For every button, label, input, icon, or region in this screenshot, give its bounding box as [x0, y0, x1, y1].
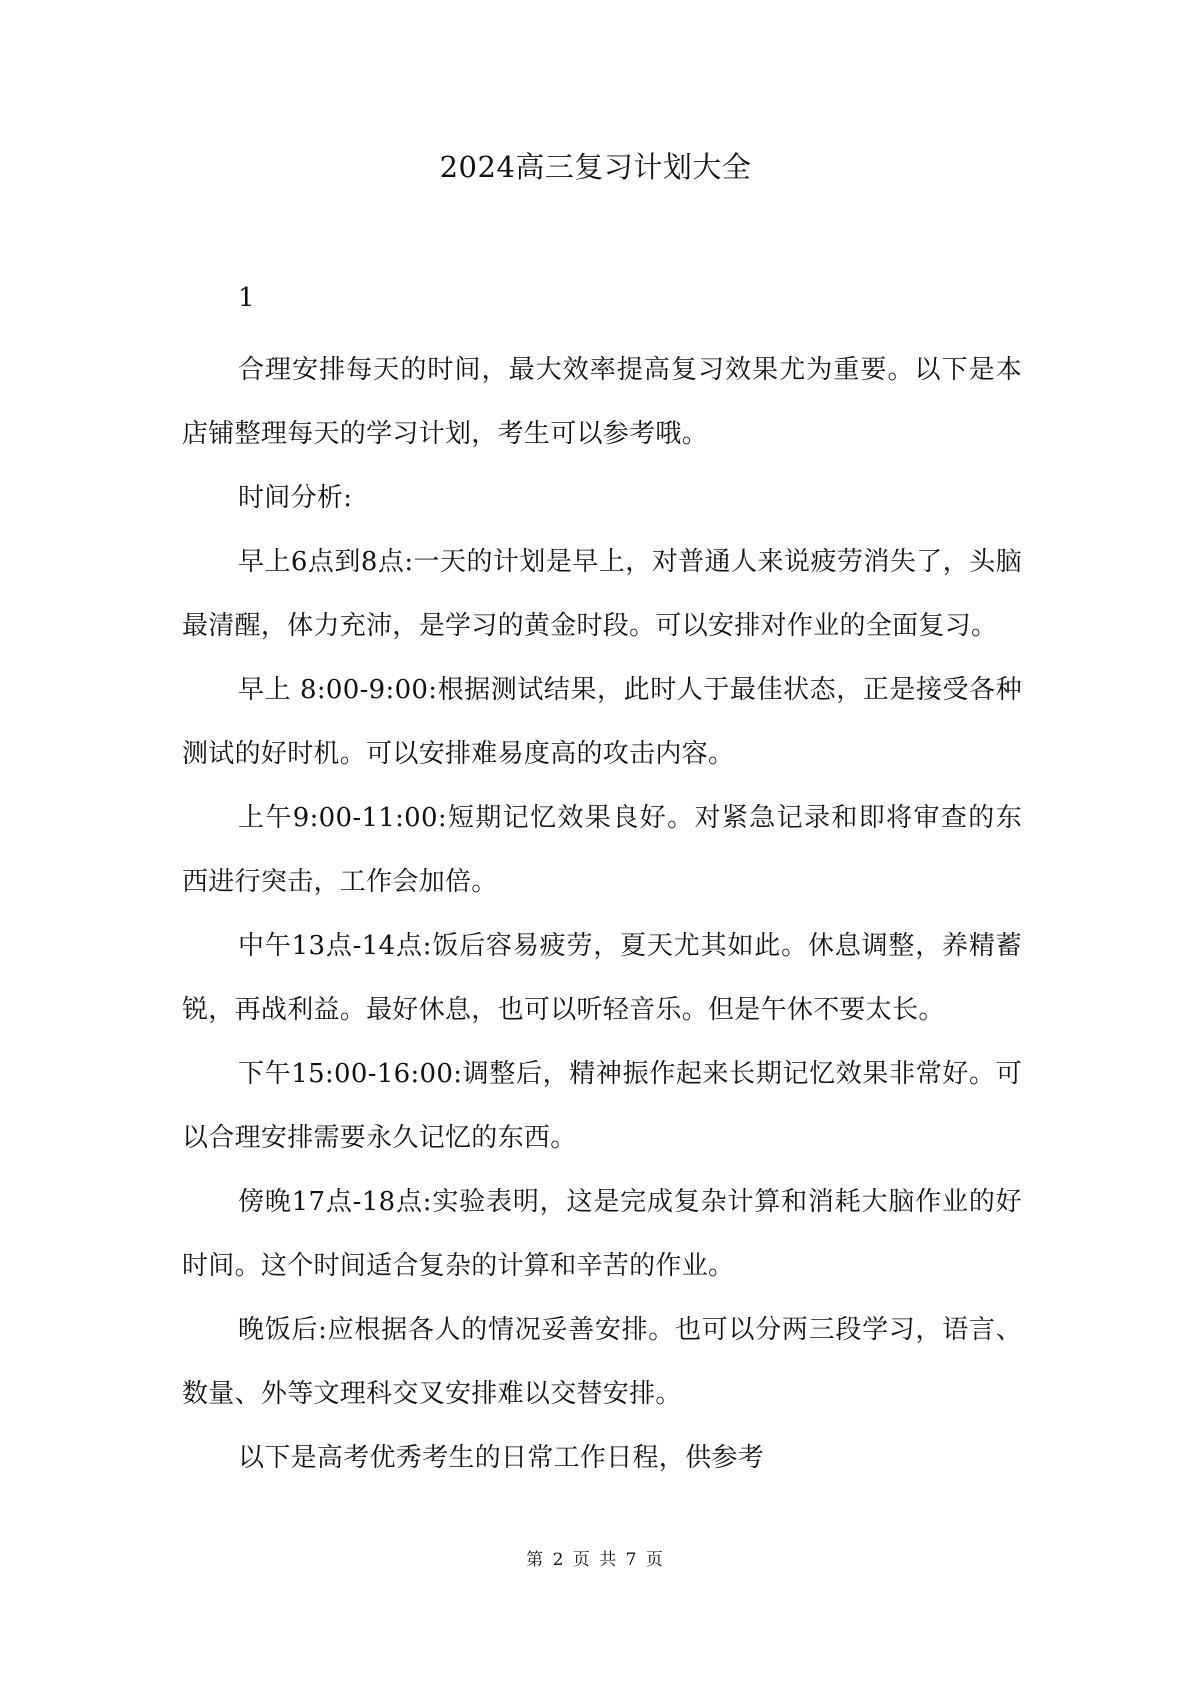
paragraph-time-analysis-heading: 时间分析:	[238, 483, 353, 513]
paragraph-afternoon-15-16: 下午15:00-16:00:调整后，精神振作起来长期记忆效果非常好。可以合理安排需要永久记忆的东西。	[182, 1059, 1022, 1153]
paragraph-schedule-intro: 以下是高考优秀考生的日常工作日程，供参考	[238, 1443, 765, 1473]
paragraph-intro: 合理安排每天的时间，最大效率提高复习效果尤为重要。以下是本店铺整理每天的学习计划，考生可以参考哦。	[182, 355, 1022, 449]
paragraph-morning-6-8: 早上6点到8点:一天的计划是早上，对普通人来说疲劳消失了，头脑最清醒，体力充沛，是学习的黄金时段。可以安排对作业的全面复习。	[182, 547, 1022, 641]
paragraph-evening-17-18: 傍晚17点-18点:实验表明，这是完成复杂计算和消耗大脑作业的好时间。这个时间适合复杂的计算和辛苦的作业。	[182, 1187, 1022, 1281]
section-number: 1	[238, 283, 255, 313]
document-title: 2024高三复习计划大全	[439, 150, 752, 184]
page-indicator: 第 2 页 共 7 页	[526, 1550, 665, 1570]
paragraph-forenoon-9-11: 上午9:00-11:00:短期记忆效果良好。对紧急记录和即将审查的东西进行突击，工作会加倍。	[182, 803, 1022, 897]
paragraph-noon-13-14: 中午13点-14点:饭后容易疲劳，夏天尤其如此。休息调整，养精蓄锐，再战利益。最好休息，也可以听轻音乐。但是午休不要太长。	[182, 931, 1022, 1025]
paragraph-morning-8-9: 早上 8:00-9:00:根据测试结果，此时人于最佳状态，正是接受各种测试的好时机。可以安排难易度高的攻击内容。	[182, 675, 1022, 769]
document-body	[182, 338, 1022, 1490]
paragraph-after-dinner: 晚饭后:应根据各人的情况妥善安排。也可以分两三段学习，语言、数量、外等文理科交叉安排难以交替安排。	[182, 1315, 1022, 1409]
